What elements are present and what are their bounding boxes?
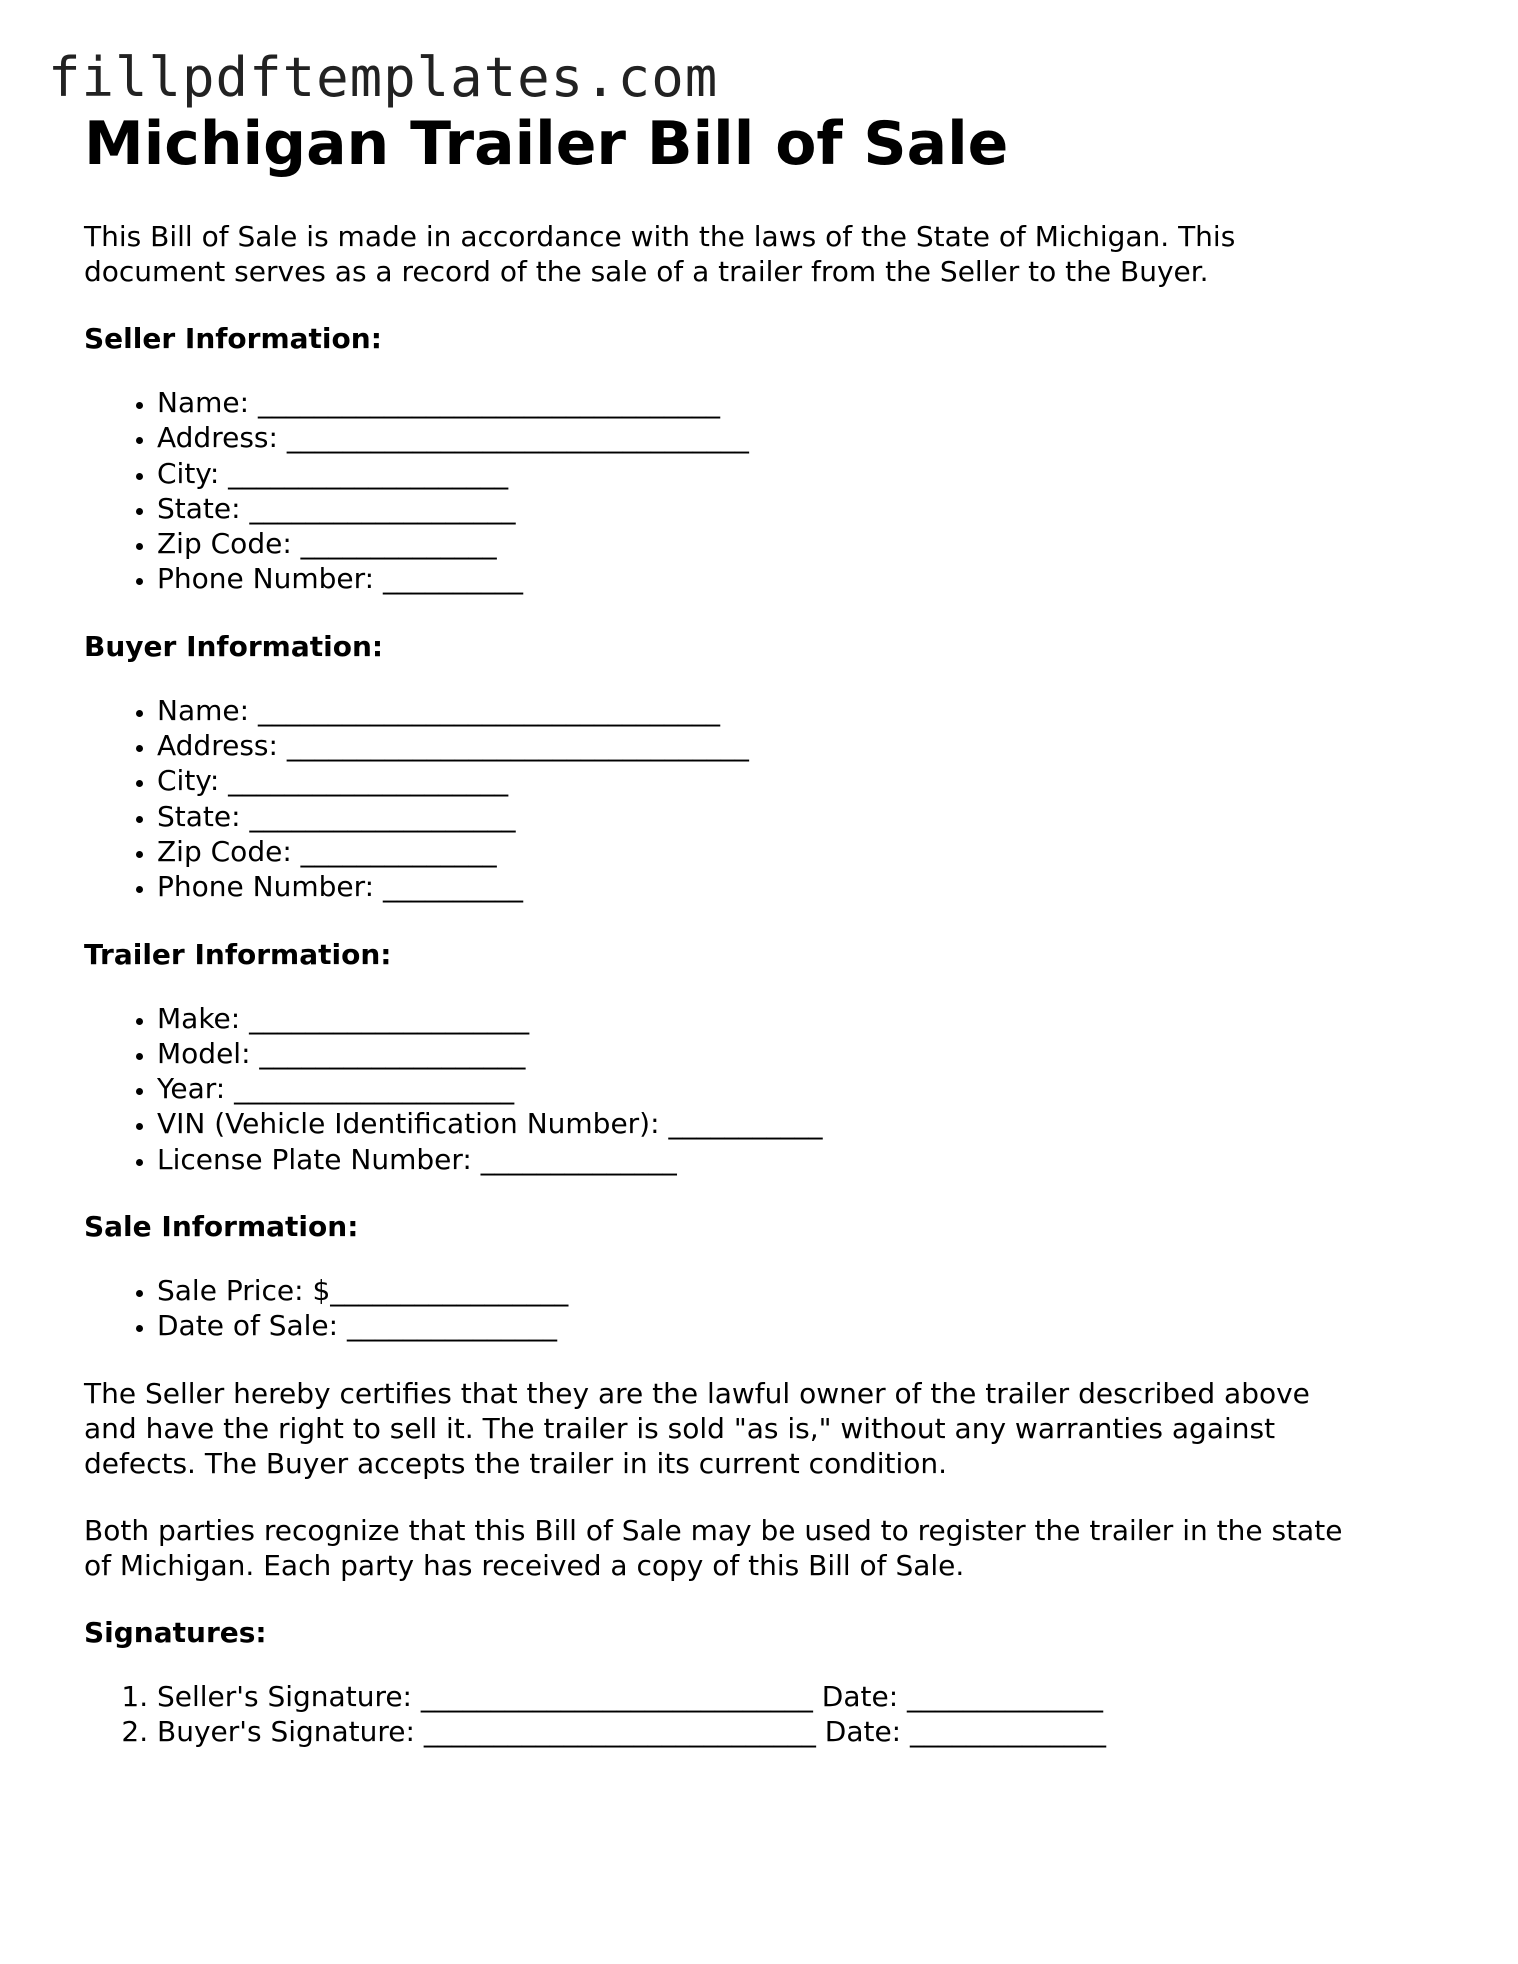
- seller-information-heading: Seller Information:: [84, 322, 382, 355]
- trailer-information-list: [84, 1001, 1444, 1177]
- intro-line: This Bill of Sale is made in accordance with the laws of the State of Michigan. This: [84, 220, 1236, 253]
- trailer-model-field[interactable]: • Model: ___________________: [157, 1036, 1444, 1071]
- trailer-information-heading: Trailer Information:: [84, 937, 392, 971]
- registration-line: Both parties recognize that this Bill of Sale may be used to register the trailer in the state: [84, 1513, 1343, 1547]
- date-of-sale-field[interactable]: • Date of Sale: _______________: [157, 1308, 1444, 1343]
- site-watermark: fillpdftemplates.com: [48, 46, 719, 109]
- buyer-address-field[interactable]: • Address: _________________________________: [157, 728, 1444, 763]
- trailer-year-field[interactable]: • Year: ____________________: [157, 1071, 1444, 1106]
- buyer-name-field[interactable]: • Name: _________________________________: [157, 693, 1444, 728]
- signatures-heading: Signatures:: [84, 1615, 267, 1649]
- seller-zip-code-field[interactable]: • Zip Code: ______________: [157, 526, 1444, 561]
- buyer-state-field[interactable]: • State: ___________________: [157, 799, 1444, 834]
- certification-paragraph: [84, 1376, 1444, 1481]
- intro-paragraph: [84, 219, 1444, 289]
- buyer-information-heading: Buyer Information:: [84, 629, 384, 663]
- certification-line: and have the right to sell it. The trailer is sold "as is," without any warranties against: [84, 1411, 1276, 1445]
- trailer-make-field[interactable]: • Make: ____________________: [157, 1001, 1444, 1036]
- buyer-city-field[interactable]: • City: ____________________: [157, 763, 1444, 798]
- seller-information-list: [84, 385, 1444, 597]
- sale-information-list: [84, 1273, 1444, 1344]
- seller-name-field[interactable]: • Name: _________________________________: [157, 385, 1444, 420]
- document-body: [84, 108, 1444, 1749]
- buyer-information-list: [84, 693, 1444, 905]
- seller-signature-field[interactable]: 1. Seller's Signature: ____________________________ Date: ______________: [157, 1679, 1444, 1714]
- buyer-phone-number-field[interactable]: • Phone Number: __________: [157, 869, 1444, 904]
- sale-information-heading: Sale Information:: [84, 1210, 359, 1244]
- certification-line: defects. The Buyer accepts the trailer in its current condition.: [84, 1446, 948, 1480]
- document-title: Michigan Trailer Bill of Sale: [84, 109, 1009, 179]
- buyer-signature-field[interactable]: 2. Buyer's Signature: ____________________________ Date: ______________: [157, 1714, 1444, 1749]
- seller-phone-number-field[interactable]: • Phone Number: __________: [157, 561, 1444, 596]
- trailer-license-plate-field[interactable]: • License Plate Number: ______________: [157, 1142, 1444, 1177]
- registration-paragraph: [84, 1513, 1444, 1583]
- buyer-zip-code-field[interactable]: • Zip Code: ______________: [157, 834, 1444, 869]
- trailer-vin-field[interactable]: • VIN (Vehicle Identification Number): ___________: [157, 1106, 1444, 1141]
- seller-address-field[interactable]: • Address: _________________________________: [157, 420, 1444, 455]
- sale-price-field[interactable]: • Sale Price: $_________________: [157, 1273, 1444, 1308]
- certification-line: The Seller hereby certifies that they are the lawful owner of the trailer described above: [84, 1376, 1310, 1410]
- registration-line: of Michigan. Each party has received a copy of this Bill of Sale.: [84, 1548, 965, 1582]
- signatures-list: [84, 1679, 1444, 1750]
- seller-state-field[interactable]: • State: ___________________: [157, 491, 1444, 526]
- seller-city-field[interactable]: • City: ____________________: [157, 456, 1444, 491]
- intro-line: document serves as a record of the sale of a trailer from the Seller to the Buyer.: [84, 255, 1209, 288]
